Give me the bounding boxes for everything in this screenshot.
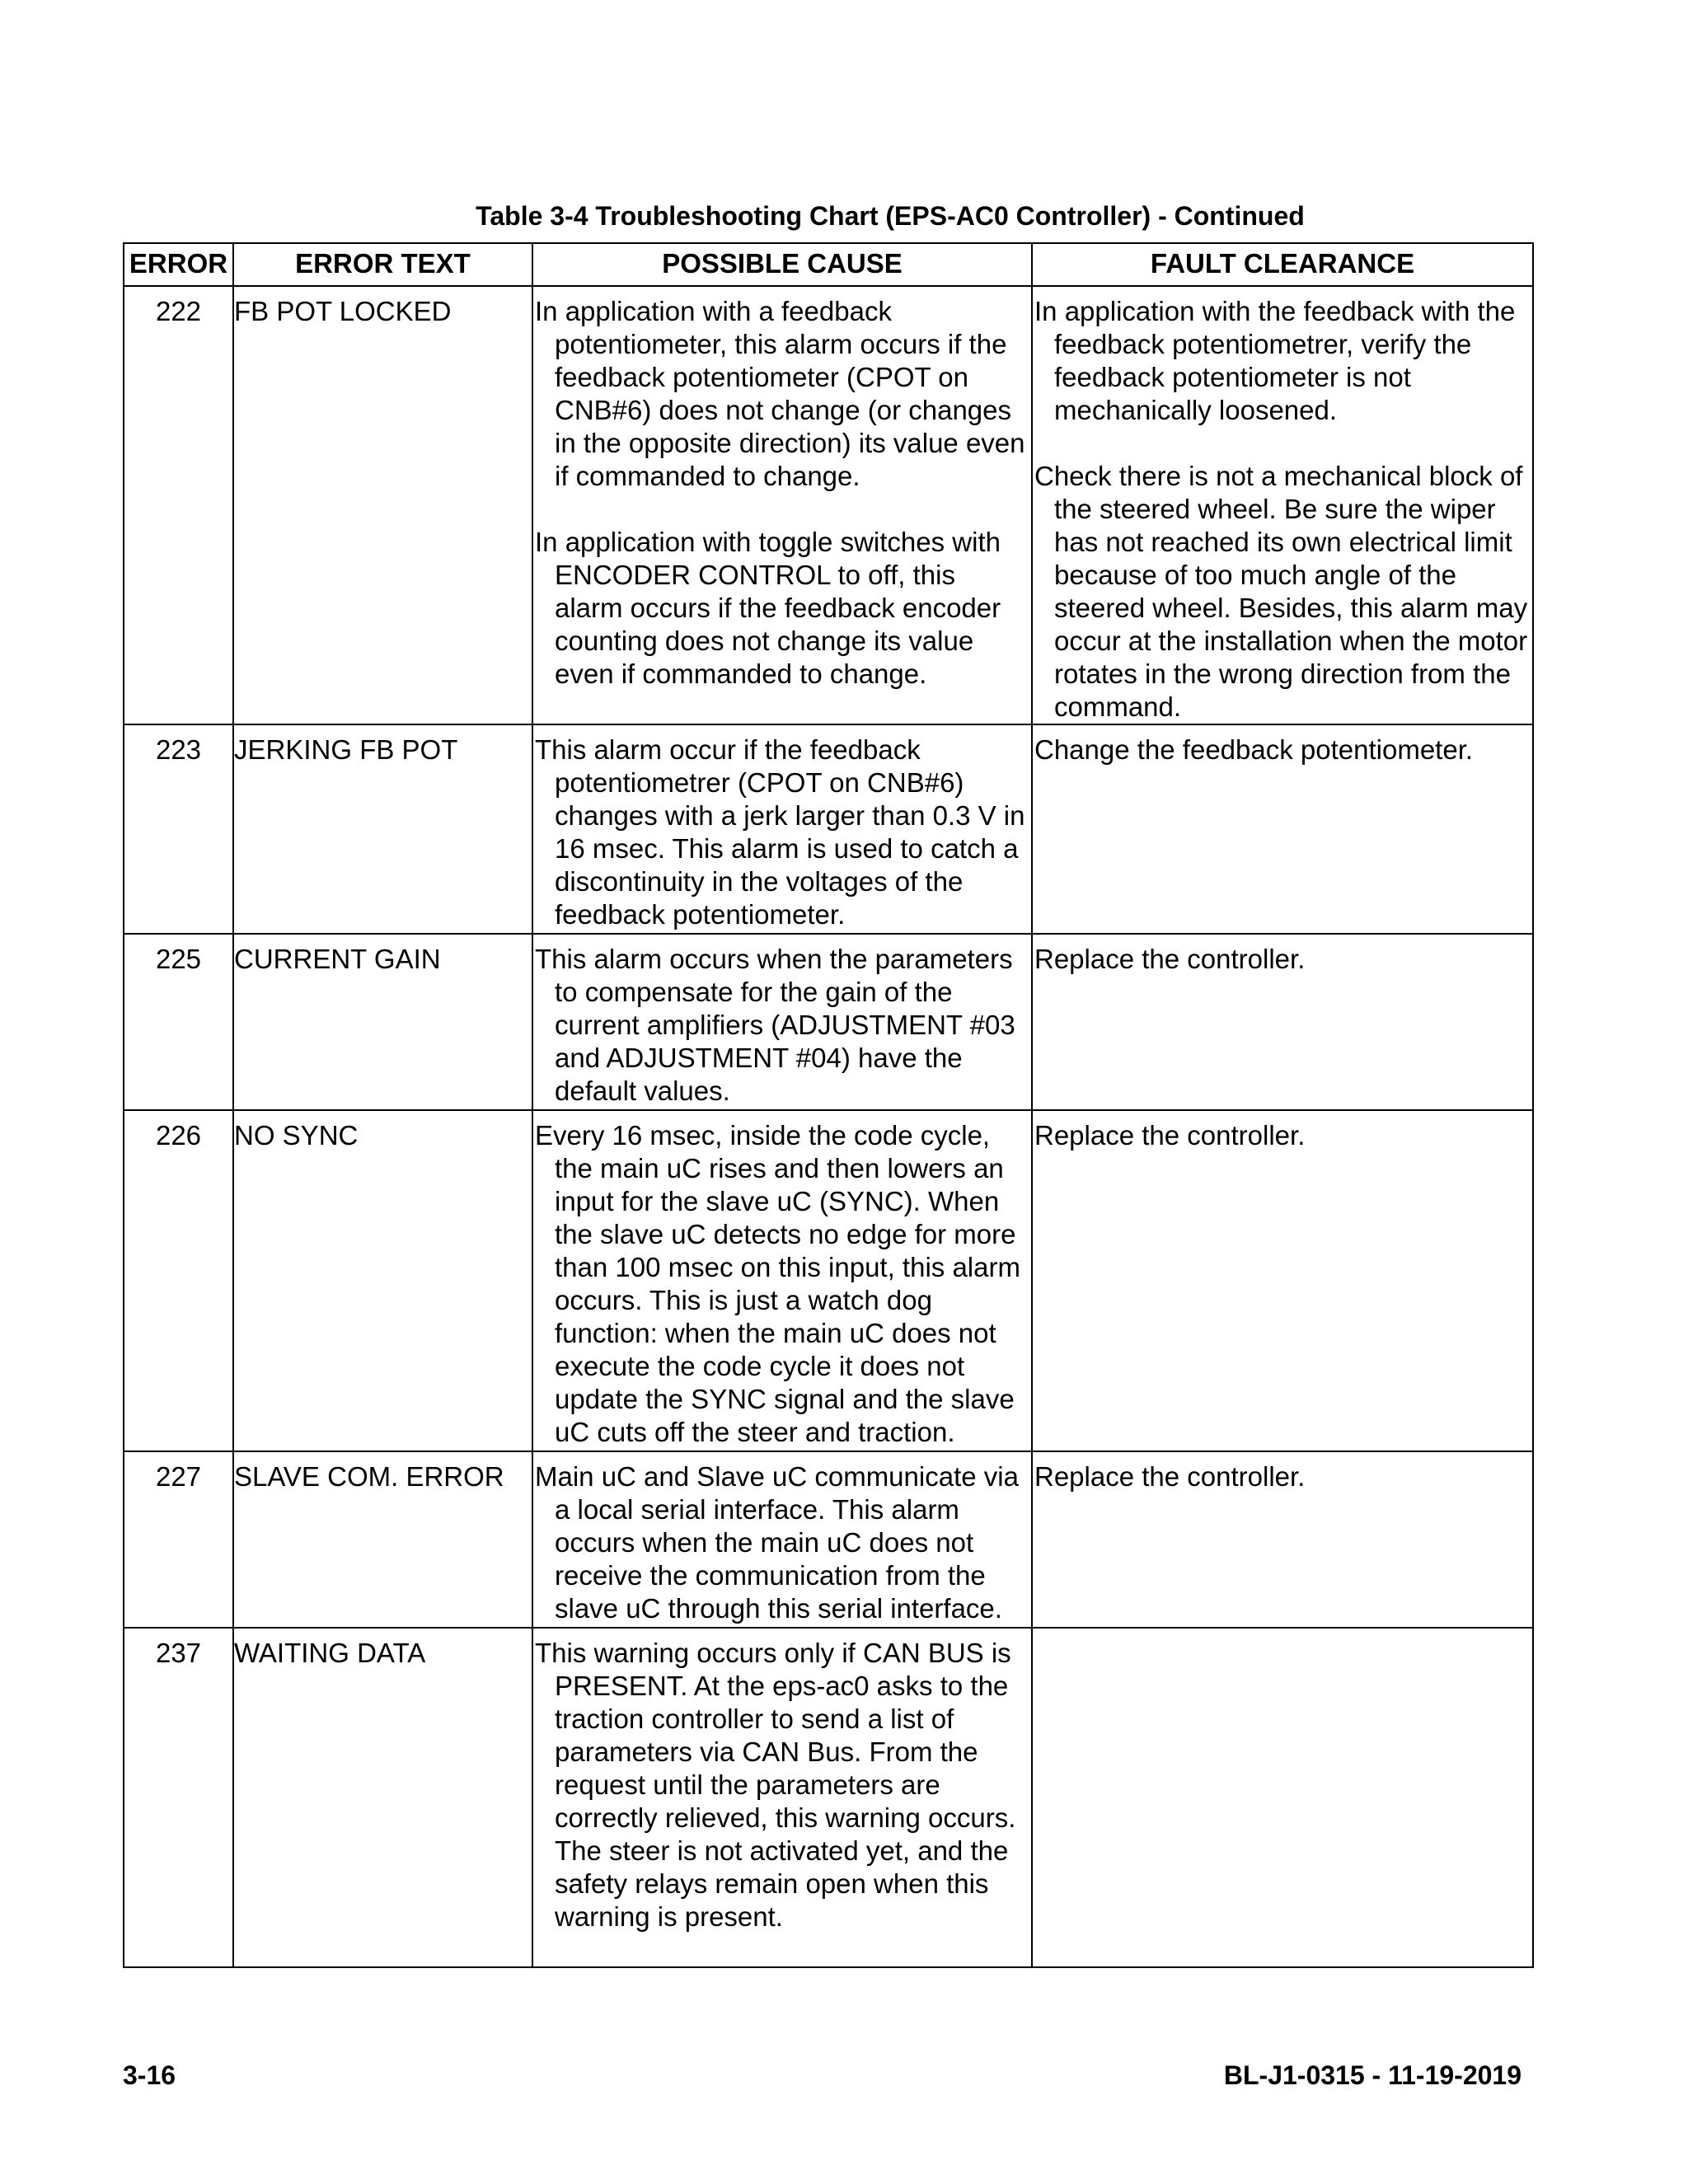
table-row bbox=[124, 1628, 1533, 1967]
table-row bbox=[124, 286, 1533, 724]
error-text: NO SYNC bbox=[233, 1110, 532, 1451]
error-text: FB POT LOCKED bbox=[233, 286, 532, 724]
cause-paragraph: In application with a feedback potentiometer, this alarm occurs if the feedback potentiometer (CPOT on CNB#6) does not change (or changes in the opposite direction) its value even if commanded to change. bbox=[535, 296, 1025, 491]
troubleshooting-table bbox=[123, 242, 1534, 1968]
fault-clearance bbox=[1032, 1110, 1533, 1451]
fault-paragraph: Replace the controller. bbox=[1034, 1120, 1306, 1151]
error-code: 226 bbox=[124, 1110, 233, 1451]
fault-clearance bbox=[1032, 1451, 1533, 1628]
possible-cause bbox=[532, 1110, 1032, 1451]
fault-clearance bbox=[1032, 286, 1533, 724]
fault-paragraph: Replace the controller. bbox=[1034, 1461, 1306, 1492]
table-row bbox=[124, 1110, 1533, 1451]
cause-paragraph: In application with toggle switches with ENCODER CONTROL to off, this alarm occurs if the feedback encoder counting does not change its value even if commanded to change. bbox=[535, 527, 1001, 689]
header-possible-cause: POSSIBLE CAUSE bbox=[532, 243, 1032, 286]
error-text: CURRENT GAIN bbox=[233, 934, 532, 1110]
fault-clearance bbox=[1032, 1628, 1533, 1967]
possible-cause bbox=[532, 1628, 1032, 1967]
error-text: WAITING DATA bbox=[233, 1628, 532, 1967]
error-code: 237 bbox=[124, 1628, 233, 1967]
table-row bbox=[124, 1451, 1533, 1628]
fault-clearance bbox=[1032, 934, 1533, 1110]
error-code: 227 bbox=[124, 1451, 233, 1628]
header-error: ERROR bbox=[124, 243, 233, 286]
table-title: Table 3-4 Troubleshooting Chart (EPS-AC0 Controller) - Continued bbox=[476, 201, 1305, 231]
error-text: SLAVE COM. ERROR bbox=[233, 1451, 532, 1628]
fault-paragraph: Change the feedback potentiometer. bbox=[1034, 734, 1474, 765]
table-row bbox=[124, 724, 1533, 934]
page-number: 3-16 bbox=[123, 2060, 176, 2090]
table-row bbox=[124, 934, 1533, 1110]
fault-paragraph: Check there is not a mechanical block of the steered wheel. Be sure the wiper has not reached its own electrical limit because of too much angle of the steered wheel. Besides, this alarm may occur at the installation when the motor rotates in the wrong direction from the command. bbox=[1034, 461, 1528, 722]
possible-cause bbox=[532, 1451, 1032, 1628]
possible-cause bbox=[532, 934, 1032, 1110]
cause-paragraph: Every 16 msec, inside the code cycle, the main uC rises and then lowers an input for the slave uC (SYNC). When the slave uC detects no edge for more than 100 msec on this input, this alarm occurs. This is just a watch dog function: when the main uC does not execute the code cycle it does not update the SYNC signal and the slave uC cuts off the steer and traction. bbox=[535, 1120, 1020, 1447]
error-code: 223 bbox=[124, 724, 233, 934]
cause-paragraph: This alarm occurs when the parameters to compensate for the gain of the current amplifiers (ADJUSTMENT #03 and ADJUSTMENT #04) have the default values. bbox=[535, 944, 1015, 1106]
fault-paragraph: In application with the feedback with the feedback potentiometrer, verify the feedback potentiometer is not mechanically loosened. bbox=[1034, 296, 1516, 425]
header-error-text: ERROR TEXT bbox=[233, 243, 532, 286]
error-code: 222 bbox=[124, 286, 233, 724]
cause-paragraph: This alarm occur if the feedback potentiometrer (CPOT on CNB#6) changes with a jerk larger than 0.3 V in 16 msec. This alarm is used to catch a discontinuity in the voltages of the feedback potentiometer. bbox=[535, 734, 1025, 930]
fault-paragraph: Replace the controller. bbox=[1034, 944, 1306, 974]
document-id: BL-J1-0315 - 11-19-2019 bbox=[1223, 2060, 1522, 2090]
table-header-row bbox=[124, 243, 1533, 286]
error-code: 225 bbox=[124, 934, 233, 1110]
possible-cause bbox=[532, 286, 1032, 724]
fault-clearance bbox=[1032, 724, 1533, 934]
cause-paragraph: This warning occurs only if CAN BUS is PRESENT. At the eps-ac0 asks to the traction controller to send a list of parameters via CAN Bus. From the request until the parameters are correctly relieved, this warning occurs. The steer is not activated yet, and the safety relays remain open when this warning is present. bbox=[535, 1638, 1016, 1932]
cause-paragraph: Main uC and Slave uC communicate via a local serial interface. This alarm occurs when the main uC does not receive the communication from the slave uC through this serial interface. bbox=[535, 1461, 1019, 1624]
error-text: JERKING FB POT bbox=[233, 724, 532, 934]
possible-cause bbox=[532, 724, 1032, 934]
header-fault-clearance: FAULT CLEARANCE bbox=[1032, 243, 1533, 286]
